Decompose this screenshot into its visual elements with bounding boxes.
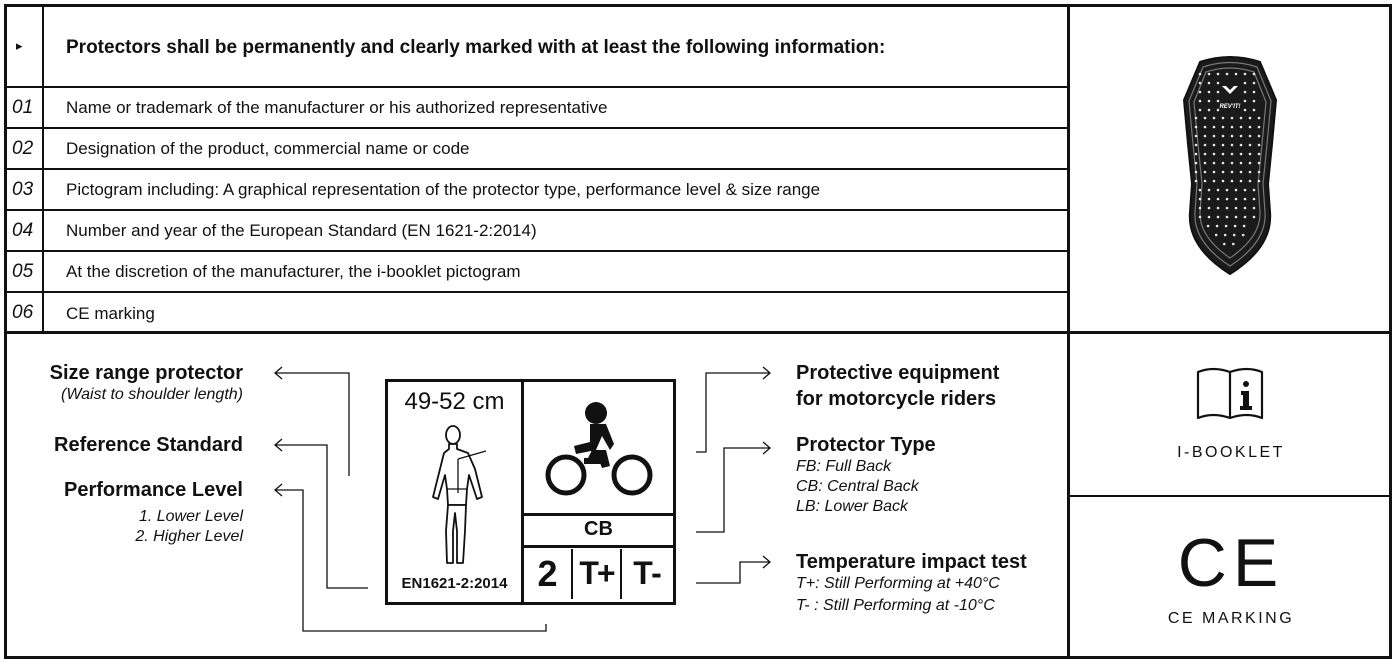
protector-brand: REV'IT!	[1219, 104, 1241, 110]
protector-type-lb: LB: Lower Back	[796, 498, 909, 515]
pictogram-size: 49-52 cm	[404, 388, 505, 415]
row-text: Pictogram including: A graphical representation of the protector type, performance level & size range	[66, 180, 821, 199]
pictogram-standard: EN1621-2:2014	[401, 575, 508, 592]
motorcycle-rider-icon	[536, 400, 661, 502]
reference-standard-title: Reference Standard	[54, 434, 243, 456]
pictogram-temp-minus: T-	[633, 555, 662, 591]
protector-type-title: Protector Type	[796, 434, 936, 456]
performance-level-2: 2. Higher Level	[135, 528, 243, 545]
row-text: Name or trademark of the manufacturer or his authorized representative	[66, 98, 608, 117]
equipment-line-2: for motorcycle riders	[796, 388, 997, 410]
temperature-title: Temperature impact test	[796, 551, 1027, 573]
row-number: 05	[12, 261, 34, 282]
row-number: 04	[12, 220, 34, 241]
pictogram-level: 2	[537, 553, 558, 594]
row-number: 02	[12, 138, 34, 159]
pictogram-divider-level	[522, 545, 676, 548]
performance-level-1: 1. Lower Level	[138, 508, 243, 525]
header-marker: ▸	[16, 38, 23, 53]
info-booklet-icon	[1195, 364, 1265, 424]
equipment-line-1: Protective equipment	[796, 362, 1000, 384]
size-range-subtitle: (Waist to shoulder length)	[60, 386, 243, 403]
pictogram-temp-plus: T+	[579, 555, 614, 591]
row-text: At the discretion of the manufacturer, the i-booklet pictogram	[66, 262, 521, 281]
ce-mark-icon: CE	[1177, 525, 1285, 601]
protector-type-fb: FB: Full Back	[796, 458, 892, 475]
row-number: 06	[12, 302, 34, 323]
table-header: Protectors shall be permanently and clearly marked with at least the following information:	[66, 37, 886, 58]
size-range-title: Size range protector	[49, 362, 243, 384]
ce-marking-label: CE MARKING	[1167, 610, 1295, 627]
protector-type-cb: CB: Central Back	[796, 478, 919, 495]
human-figure-icon	[420, 423, 490, 568]
row-number: 03	[12, 179, 34, 200]
row-text: Designation of the product, commercial name or code	[66, 139, 470, 158]
booklet-label: I-BOOKLET	[1177, 444, 1285, 461]
temperature-plus: T+: Still Performing at +40°C	[796, 575, 1000, 592]
performance-level-title: Performance Level	[64, 479, 243, 501]
temperature-minus: T- : Still Performing at -10°C	[796, 597, 995, 614]
row-number: 01	[12, 97, 34, 118]
pictogram-type: CB	[584, 518, 613, 540]
row-text: CE marking	[66, 304, 155, 323]
row-text: Number and year of the European Standard (EN 1621-2:2014)	[66, 221, 537, 240]
pictogram-divider-type	[522, 513, 676, 516]
